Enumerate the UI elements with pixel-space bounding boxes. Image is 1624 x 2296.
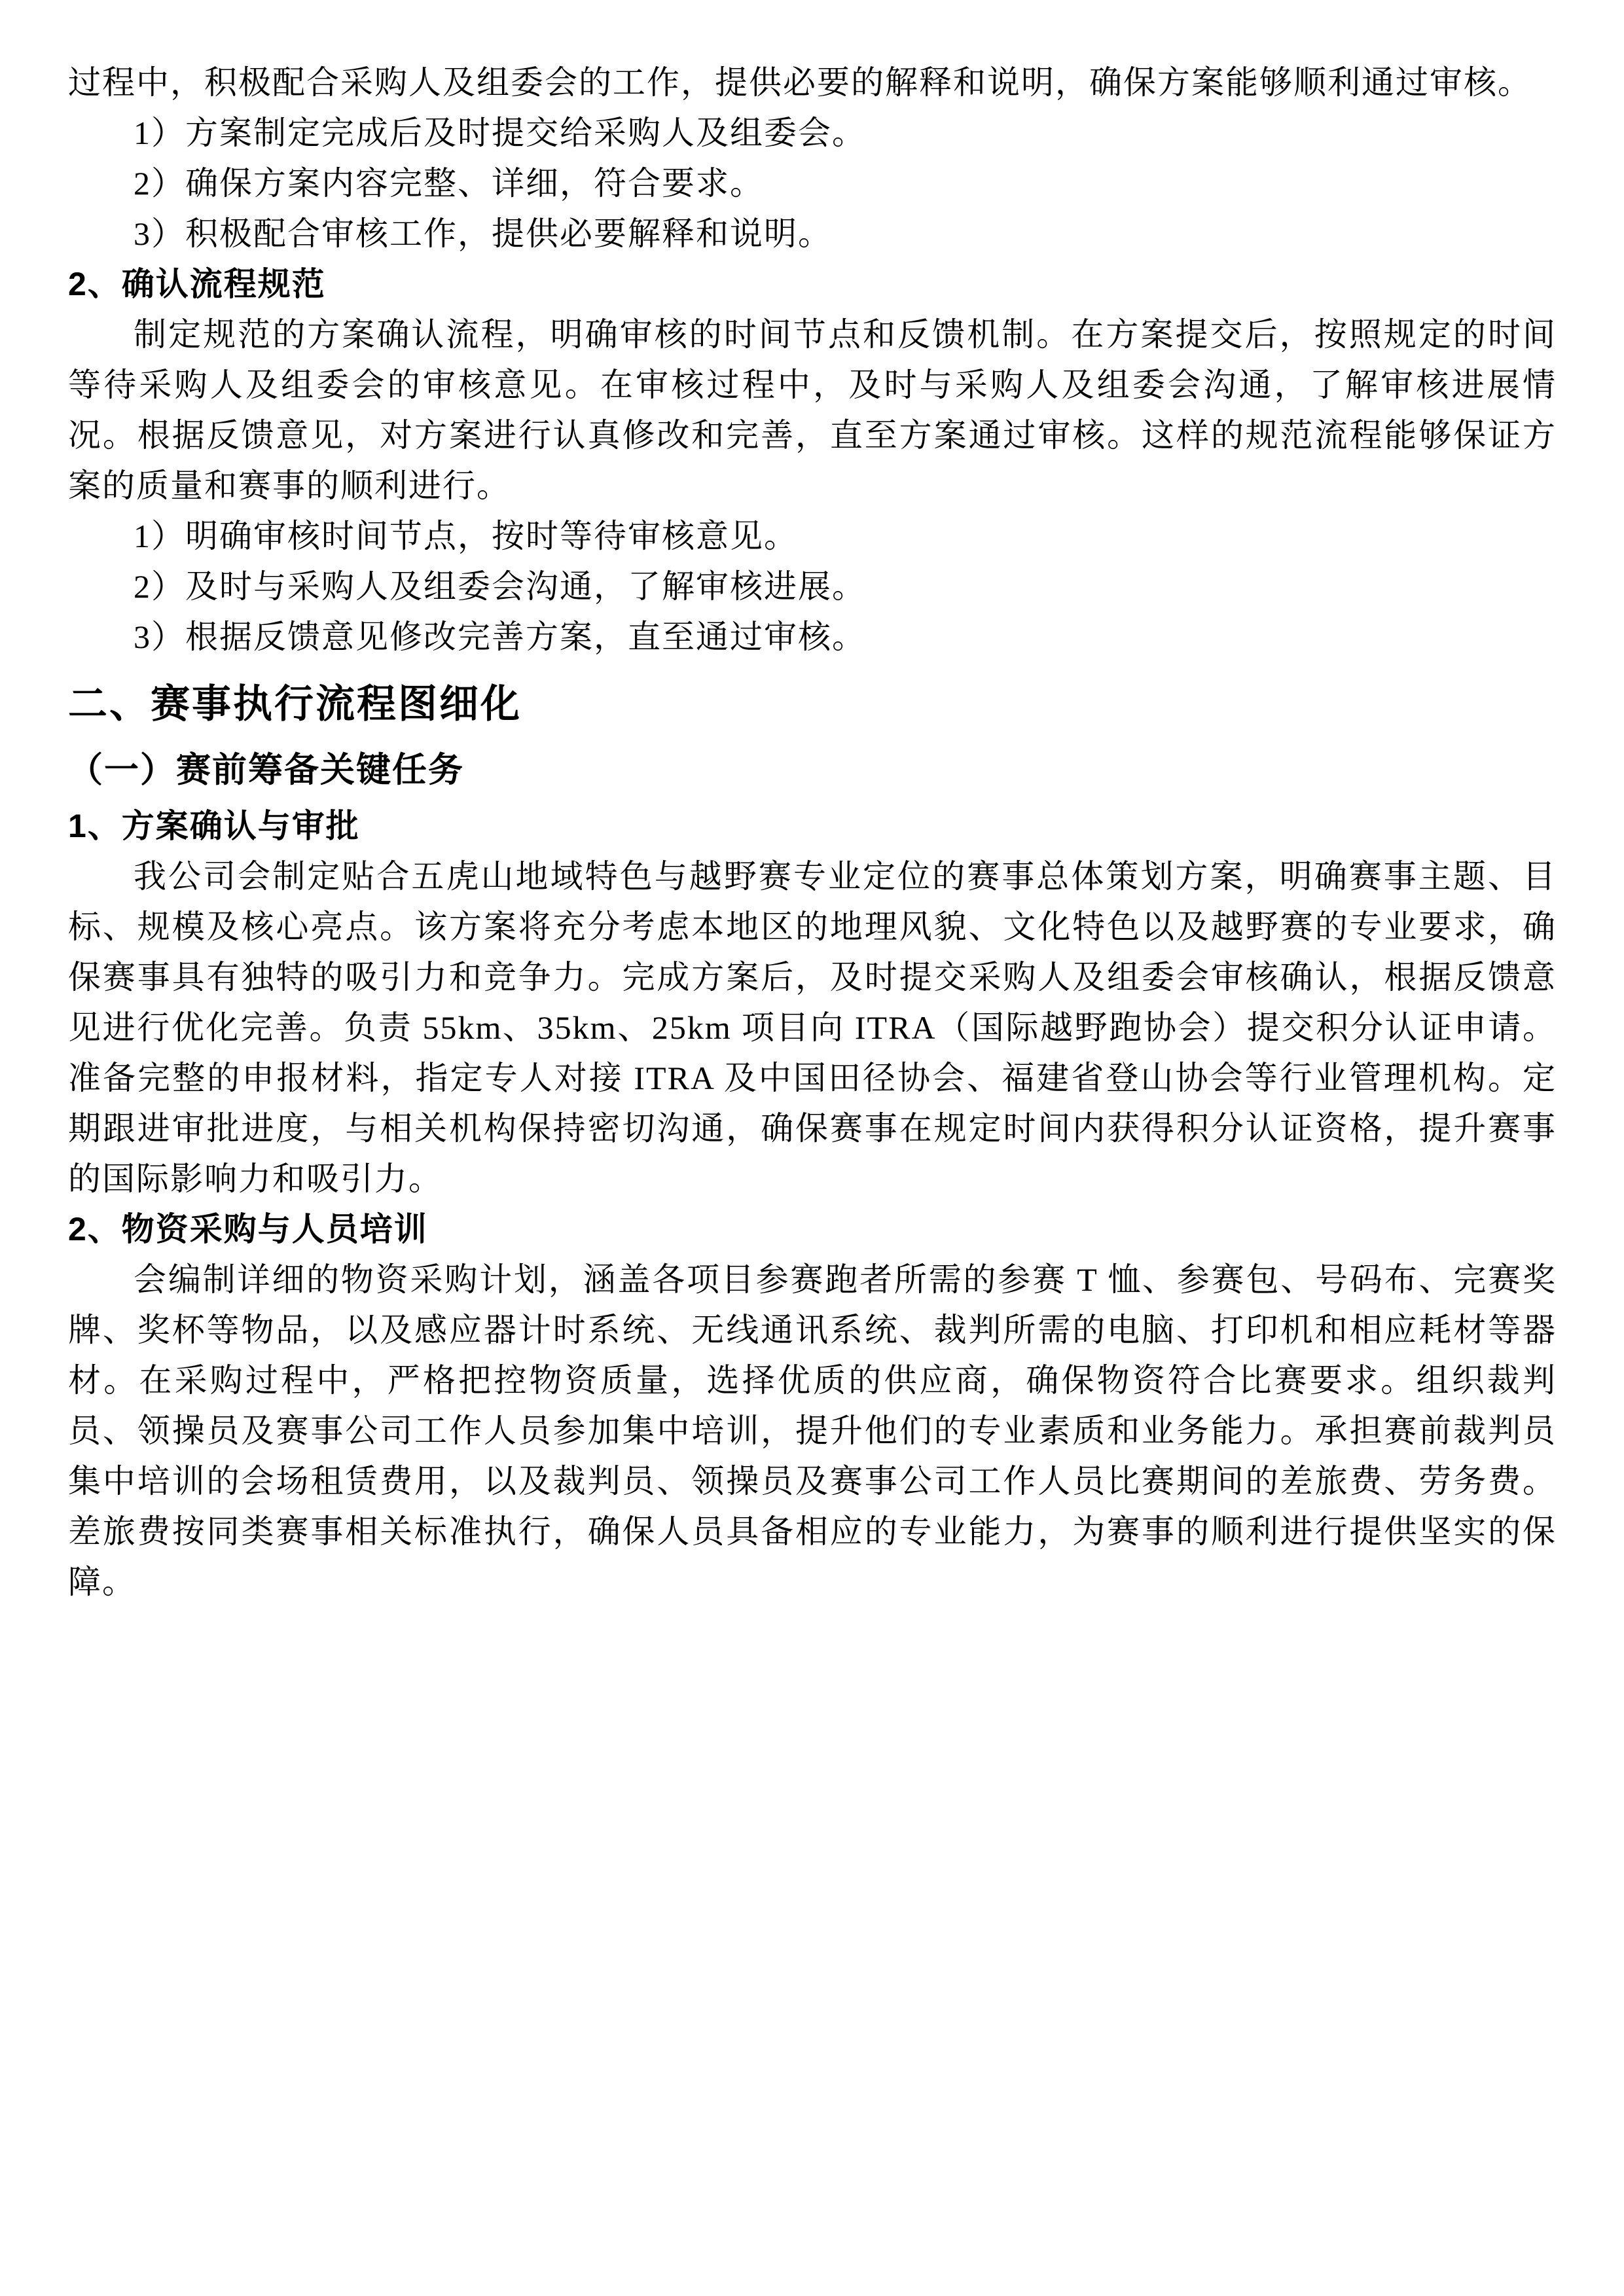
heading-plan-confirmation: 1、方案确认与审批 [68, 808, 360, 844]
paragraph: 我公司会制定贴合五虎山地域特色与越野赛专业定位的赛事总体策划方案，明确赛事主题、目标、规模及核心亮点。该方案将充分考虑本地区的地理风貌、文化特色以及越野赛的专业要求，确保赛事具有独特的吸引力和竞争力。完成方案后，及时提交采购人及组委会审核确认，根据反馈意见进行优化完善。负责 55km、35km、25km 项目向 ITRA（国际越野跑协会）提交积分认证申请。准备完整的申报材料，指定专人对接 ITRA 及中国田径协会、福建省登山协会等行业管理机构。定期跟进审批进度，与相关机构保持密切沟通，确保赛事在规定时间内获得积分认证资格，提升赛事的国际影响力和吸引力。 [68, 858, 1557, 1197]
document-content [68, 58, 1557, 1607]
paragraph: 会编制详细的物资采购计划，涵盖各项目参赛跑者所需的参赛 T 恤、参赛包、号码布、完赛奖牌、奖杯等物品，以及感应器计时系统、无线通讯系统、裁判所需的电脑、打印机和相应耗材等器材。在采购过程中，严格把控物资质量，选择优质的供应商，确保物资符合比赛要求。组织裁判员、领操员及赛事公司工作人员参加集中培训，提升他们的专业素质和业务能力。承担赛前裁判员集中培训的会场租赁费用，以及裁判员、领操员及赛事公司工作人员比赛期间的差旅费、劳务费。差旅费按同类赛事相关标准执行，确保人员具备相应的专业能力，为赛事的顺利进行提供坚实的保障。 [68, 1261, 1557, 1600]
heading-confirm-process: 2、确认流程规范 [68, 266, 326, 302]
list-item: 3）积极配合审核工作，提供必要解释和说明。 [134, 215, 832, 252]
list-item: 3）根据反馈意见修改完善方案，直至通过审核。 [134, 619, 866, 655]
heading-pre-race-preparation: （一）赛前筹备关键任务 [68, 751, 464, 789]
list-item: 2）及时与采购人及组委会沟通，了解审核进展。 [134, 568, 866, 605]
list-item: 2）确保方案内容完整、详细，符合要求。 [134, 165, 764, 202]
heading-procurement-training: 2、物资采购与人员培训 [68, 1211, 428, 1247]
heading-section-execution-flow: 二、赛事执行流程图细化 [68, 682, 522, 726]
paragraph: 制定规范的方案确认流程，明确审核的时间节点和反馈机制。在方案提交后，按照规定的时间等待采购人及组委会的审核意见。在审核过程中，及时与采购人及组委会沟通，了解审核进展情况。根据反馈意见，对方案进行认真修改和完善，直至方案通过审核。这样的规范流程能够保证方案的质量和赛事的顺利进行。 [68, 316, 1557, 504]
list-item: 1）明确审核时间节点，按时等待审核意见。 [134, 518, 798, 554]
list-item: 1）方案制定完成后及时提交给采购人及组委会。 [134, 115, 866, 151]
paragraph: 过程中，积极配合采购人及组委会的工作，提供必要的解释和说明，确保方案能够顺利通过审核。 [68, 64, 1532, 101]
